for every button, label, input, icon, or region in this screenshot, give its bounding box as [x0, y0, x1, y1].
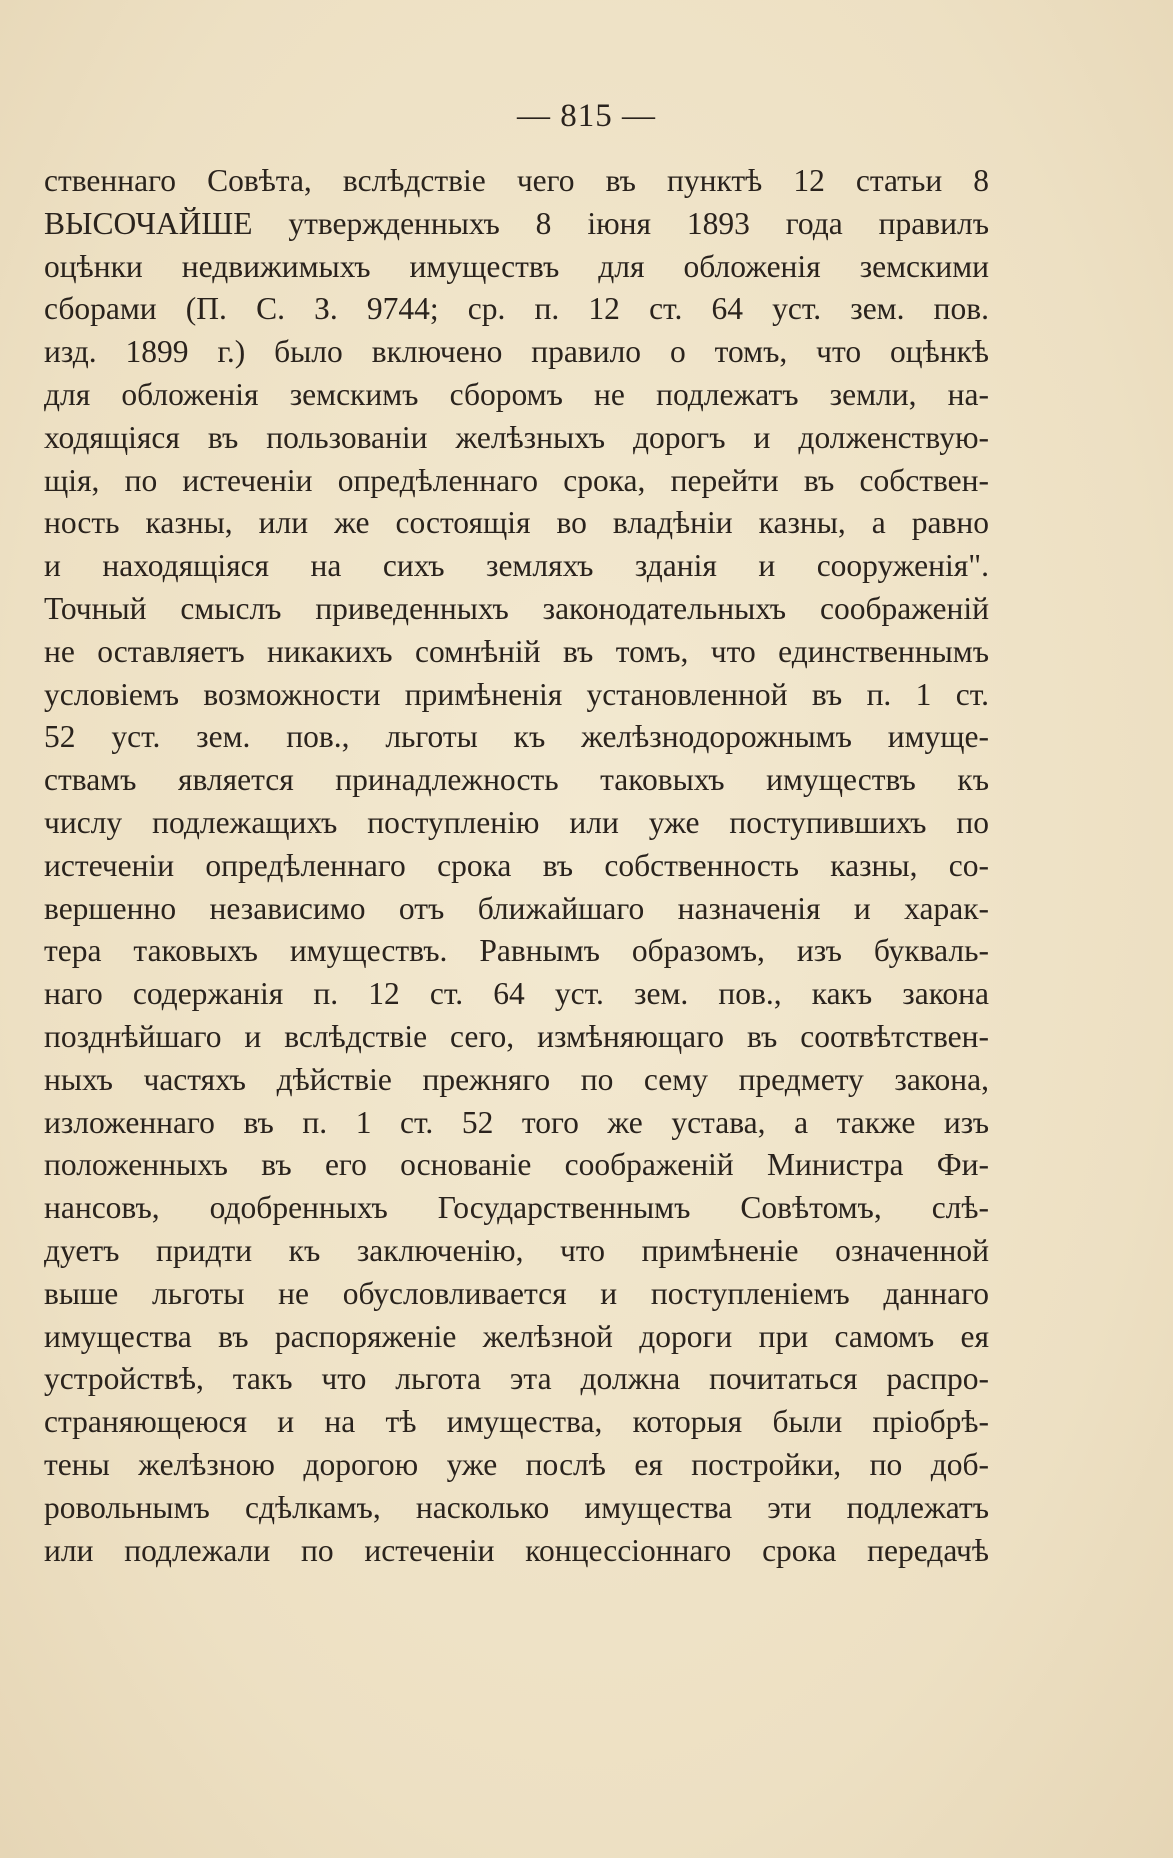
text-line: выше льготы не обусловливается и поступленіемъ даннаго: [44, 1275, 989, 1311]
text-line: щія, по истеченіи опредѣленнаго срока, перейти въ собствен-: [44, 462, 989, 498]
text-line: изложеннаго въ п. 1 ст. 52 того же устава, а также изъ: [44, 1104, 989, 1140]
page-number: — 815 —: [517, 98, 656, 134]
text-line: страняющеюся и на тѣ имущества, которыя были пріобрѣ-: [44, 1404, 989, 1440]
text-line: Точный смыслъ приведенныхъ законодательныхъ соображеній: [44, 590, 989, 626]
text-line: числу подлежащихъ поступленію или уже поступившихъ по: [44, 804, 989, 840]
text-line: ходящіяся въ пользованіи желѣзныхъ дорогъ и долженствую-: [44, 419, 989, 455]
text-line: устройствѣ, такъ что льгота эта должна почитаться распро-: [44, 1361, 989, 1397]
text-line: позднѣйшаго и вслѣдствіе сего, измѣняющаго въ соотвѣтствен-: [44, 1018, 989, 1054]
text-line: имущества въ распоряженіе желѣзной дороги при самомъ ея: [44, 1318, 989, 1354]
text-line: и находящіяся на сихъ земляхъ зданія и сооруженія".: [44, 548, 989, 584]
body-text: [44, 160, 989, 1572]
text-line: ствамъ является принадлежность таковыхъ имуществъ къ: [44, 762, 989, 798]
text-line: ность казны, или же состоящія во владѣніи казны, а равно: [44, 505, 989, 541]
text-line: для обложенія земскимъ сборомъ не подлежатъ земли, на-: [44, 376, 989, 412]
text-line: оцѣнки недвижимыхъ имуществъ для обложенія земскими: [44, 248, 989, 284]
text-line: тены желѣзною дорогою уже послѣ ея постройки, по доб-: [44, 1446, 989, 1482]
text-line: условіемъ возможности примѣненія установленной въ п. 1 ст.: [44, 676, 989, 712]
text-line: вершенно независимо отъ ближайшаго назначенія и харак-: [44, 890, 989, 926]
text-line: тера таковыхъ имуществъ. Равнымъ образомъ, изъ букваль-: [44, 933, 989, 969]
text-line: ныхъ частяхъ дѣйствіе прежняго по сему предмету закона,: [44, 1061, 989, 1097]
text-line: не оставляетъ никакихъ сомнѣній въ томъ, что единственнымъ: [44, 633, 989, 669]
text-line: положенныхъ въ его основаніе соображеній Министра Фи-: [44, 1147, 989, 1183]
text-line: 52 уст. зем. пов., льготы къ желѣзнодорожнымъ имуще-: [44, 719, 989, 755]
text-line: сборами (П. С. З. 9744; ср. п. 12 ст. 64 уст. зем. пов.: [44, 291, 989, 327]
text-line: нансовъ, одобренныхъ Государственнымъ Совѣтомъ, слѣ-: [44, 1190, 989, 1226]
text-line: изд. 1899 г.) было включено правило о томъ, что оцѣнкѣ: [44, 334, 989, 370]
text-line: истеченіи опредѣленнаго срока въ собственность казны, со-: [44, 847, 989, 883]
text-line: ственнаго Совѣта, вслѣдствіе чего въ пунктѣ 12 статьи 8: [44, 163, 989, 198]
text-line: ВЫСОЧАЙШЕ утвержденныхъ 8 іюня 1893 года правилъ: [44, 205, 989, 241]
text-line: дуетъ придти къ заключенію, что примѣненіе означенной: [44, 1232, 989, 1268]
text-line: наго содержанія п. 12 ст. 64 уст. зем. пов., какъ закона: [44, 976, 989, 1012]
text-line: или подлежали по истеченіи концессіоннаго срока передачѣ: [44, 1532, 989, 1568]
text-line: ровольнымъ сдѣлкамъ, насколько имущества эти подлежатъ: [44, 1489, 989, 1525]
